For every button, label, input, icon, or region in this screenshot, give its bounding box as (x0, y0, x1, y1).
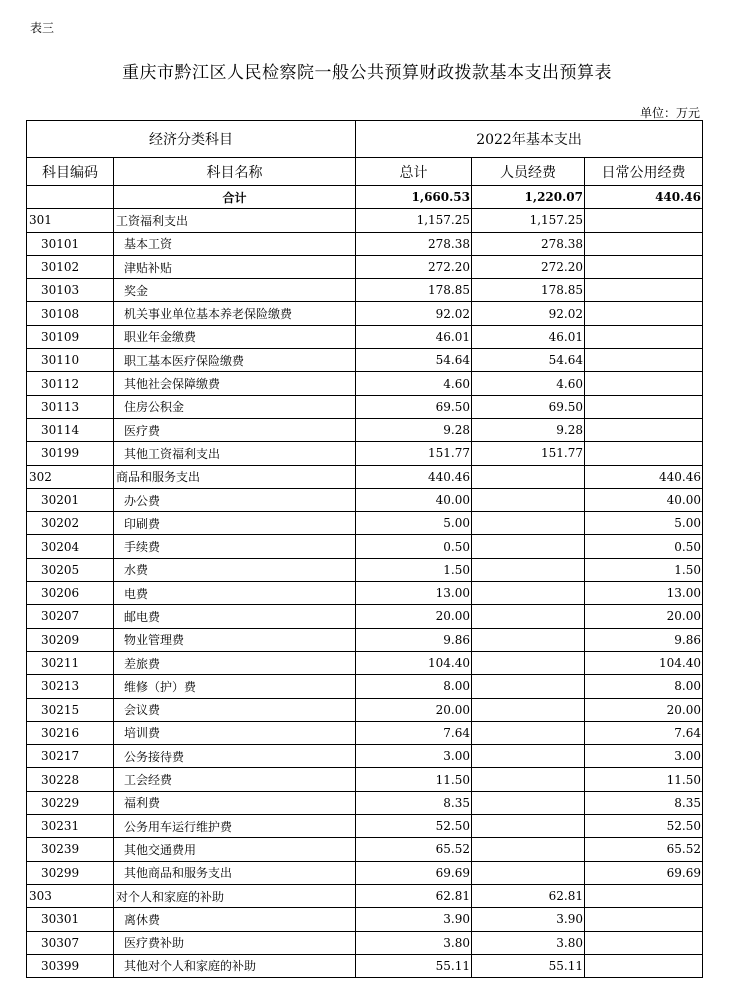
cell-public: 20.00 (585, 605, 703, 628)
table-row (27, 931, 703, 954)
cell-total: 272.20 (356, 255, 472, 278)
cell-name: 其他交通费用 (114, 838, 356, 861)
cell-code: 30113 (27, 395, 114, 418)
cell-total: 65.52 (356, 838, 472, 861)
table-row (27, 861, 703, 884)
cell-code: 30103 (27, 279, 114, 302)
cell-code: 30209 (27, 628, 114, 651)
cell-code: 30110 (27, 349, 114, 372)
cell-personnel (472, 558, 585, 581)
cell-personnel: 178.85 (472, 279, 585, 302)
cell-total: 40.00 (356, 488, 472, 511)
page-title: 重庆市黔江区人民检察院一般公共预算财政拨款基本支出预算表 (122, 63, 612, 83)
cell-public: 1.50 (585, 558, 703, 581)
table-row (27, 605, 703, 628)
cell-total: 3.00 (356, 745, 472, 768)
cell-code: 30205 (27, 558, 114, 581)
cell-name: 手续费 (114, 535, 356, 558)
cell-total: 151.77 (356, 442, 472, 465)
header-name: 科目名称 (114, 158, 356, 186)
cell-code: 30216 (27, 721, 114, 744)
cell-personnel: 4.60 (472, 372, 585, 395)
cell-code: 30215 (27, 698, 114, 721)
cell-code: 30206 (27, 582, 114, 605)
header-public: 日常公用经费 (585, 158, 703, 186)
table-row (27, 791, 703, 814)
table-row (27, 628, 703, 651)
cell-personnel (472, 512, 585, 535)
cell-personnel (472, 861, 585, 884)
cell-name: 维修（护）费 (114, 675, 356, 698)
header-code: 科目编码 (27, 158, 114, 186)
cell-personnel (472, 721, 585, 744)
cell-code: 30231 (27, 815, 114, 838)
cell-public (585, 255, 703, 278)
cell-public: 20.00 (585, 698, 703, 721)
cell-public (585, 908, 703, 931)
cell-name: 基本工资 (114, 232, 356, 255)
cell-personnel (472, 628, 585, 651)
cell-personnel (472, 791, 585, 814)
cell-name: 住房公积金 (114, 395, 356, 418)
cell-name: 工资福利支出 (114, 209, 356, 232)
cell-name: 医疗费补助 (114, 931, 356, 954)
cell-code: 30102 (27, 255, 114, 278)
cell-personnel (472, 535, 585, 558)
cell-code: 303 (27, 884, 114, 907)
cell-name: 办公费 (114, 488, 356, 511)
cell-personnel (472, 582, 585, 605)
cell-public: 69.69 (585, 861, 703, 884)
table-row (27, 908, 703, 931)
cell-code: 30199 (27, 442, 114, 465)
cell-total: 62.81 (356, 884, 472, 907)
cell-personnel: 3.90 (472, 908, 585, 931)
cell-name: 水费 (114, 558, 356, 581)
cell-total: 178.85 (356, 279, 472, 302)
header-basic-expenditure: 2022年基本支出 (356, 121, 703, 158)
table-row (27, 535, 703, 558)
cell-personnel: 3.80 (472, 931, 585, 954)
cell-total: 1,660.53 (356, 186, 472, 209)
cell-personnel (472, 768, 585, 791)
cell-public: 9.86 (585, 628, 703, 651)
cell-name: 公务用车运行维护费 (114, 815, 356, 838)
cell-public (585, 349, 703, 372)
cell-total: 1,157.25 (356, 209, 472, 232)
cell-total: 0.50 (356, 535, 472, 558)
table-row (27, 651, 703, 674)
cell-name: 印刷费 (114, 512, 356, 535)
cell-code: 30201 (27, 488, 114, 511)
cell-name: 机关事业单位基本养老保险缴费 (114, 302, 356, 325)
table-row (27, 582, 703, 605)
cell-total: 1.50 (356, 558, 472, 581)
cell-total: 3.90 (356, 908, 472, 931)
table-row (27, 745, 703, 768)
table-row (27, 325, 703, 348)
cell-name: 医疗费 (114, 418, 356, 441)
cell-total: 104.40 (356, 651, 472, 674)
cell-personnel: 9.28 (472, 418, 585, 441)
table-row (27, 255, 703, 278)
cell-name: 其他对个人和家庭的补助 (114, 954, 356, 977)
cell-personnel (472, 488, 585, 511)
cell-public: 52.50 (585, 815, 703, 838)
cell-public (585, 325, 703, 348)
header-row-columns (27, 158, 703, 186)
cell-total: 69.69 (356, 861, 472, 884)
cell-name: 职工基本医疗保险缴费 (114, 349, 356, 372)
cell-public: 8.35 (585, 791, 703, 814)
cell-personnel: 1,157.25 (472, 209, 585, 232)
cell-name: 其他商品和服务支出 (114, 861, 356, 884)
cell-public: 13.00 (585, 582, 703, 605)
cell-total: 8.00 (356, 675, 472, 698)
cell-public (585, 395, 703, 418)
cell-total: 7.64 (356, 721, 472, 744)
cell-name: 电费 (114, 582, 356, 605)
unit-label: 单位：万元 (639, 106, 700, 120)
table-row (27, 279, 703, 302)
cell-total: 20.00 (356, 698, 472, 721)
cell-code: 30114 (27, 418, 114, 441)
table-row (27, 395, 703, 418)
cell-name: 培训费 (114, 721, 356, 744)
cell-name: 工会经费 (114, 768, 356, 791)
table-row (27, 721, 703, 744)
cell-code: 30211 (27, 651, 114, 674)
cell-total: 92.02 (356, 302, 472, 325)
cell-total: 55.11 (356, 954, 472, 977)
table-row (27, 512, 703, 535)
table-row (27, 768, 703, 791)
cell-personnel (472, 465, 585, 488)
cell-name: 其他社会保障缴费 (114, 372, 356, 395)
cell-public: 440.46 (585, 465, 703, 488)
cell-name: 其他工资福利支出 (114, 442, 356, 465)
cell-public: 7.64 (585, 721, 703, 744)
table-row (27, 209, 703, 232)
cell-public (585, 418, 703, 441)
cell-name: 离休费 (114, 908, 356, 931)
table-row (27, 418, 703, 441)
cell-public (585, 954, 703, 977)
cell-public (585, 302, 703, 325)
cell-name: 邮电费 (114, 605, 356, 628)
table-row (27, 488, 703, 511)
table-row (27, 815, 703, 838)
table-row (27, 372, 703, 395)
cell-public (585, 372, 703, 395)
table-row (27, 954, 703, 977)
cell-name: 合计 (114, 186, 356, 209)
cell-code: 30202 (27, 512, 114, 535)
table-row (27, 698, 703, 721)
cell-total: 9.28 (356, 418, 472, 441)
cell-code: 30101 (27, 232, 114, 255)
cell-name: 物业管理费 (114, 628, 356, 651)
cell-name: 会议费 (114, 698, 356, 721)
cell-public: 3.00 (585, 745, 703, 768)
cell-name: 职业年金缴费 (114, 325, 356, 348)
cell-total: 9.86 (356, 628, 472, 651)
table-row (27, 302, 703, 325)
cell-code: 30399 (27, 954, 114, 977)
cell-total: 11.50 (356, 768, 472, 791)
cell-code: 30213 (27, 675, 114, 698)
cell-public: 65.52 (585, 838, 703, 861)
table-body (27, 186, 703, 978)
cell-total: 4.60 (356, 372, 472, 395)
cell-personnel: 92.02 (472, 302, 585, 325)
cell-personnel: 1,220.07 (472, 186, 585, 209)
table-row (27, 558, 703, 581)
cell-total: 13.00 (356, 582, 472, 605)
cell-personnel: 46.01 (472, 325, 585, 348)
cell-name: 津贴补贴 (114, 255, 356, 278)
cell-code: 30204 (27, 535, 114, 558)
cell-public: 5.00 (585, 512, 703, 535)
cell-public: 104.40 (585, 651, 703, 674)
cell-total: 52.50 (356, 815, 472, 838)
cell-code: 30109 (27, 325, 114, 348)
cell-public: 11.50 (585, 768, 703, 791)
cell-personnel (472, 605, 585, 628)
cell-personnel: 69.50 (472, 395, 585, 418)
cell-total: 278.38 (356, 232, 472, 255)
table-number-label: 表三 (30, 21, 55, 35)
cell-personnel (472, 651, 585, 674)
cell-name: 福利费 (114, 791, 356, 814)
header-total: 总计 (356, 158, 472, 186)
table-row (27, 186, 703, 209)
table-row (27, 884, 703, 907)
cell-name: 奖金 (114, 279, 356, 302)
cell-public: 0.50 (585, 535, 703, 558)
cell-personnel (472, 745, 585, 768)
cell-personnel (472, 675, 585, 698)
cell-code: 30307 (27, 931, 114, 954)
cell-personnel: 62.81 (472, 884, 585, 907)
cell-code: 30217 (27, 745, 114, 768)
cell-code: 30108 (27, 302, 114, 325)
cell-code: 30207 (27, 605, 114, 628)
cell-personnel: 151.77 (472, 442, 585, 465)
table-row (27, 442, 703, 465)
cell-total: 20.00 (356, 605, 472, 628)
budget-table (26, 120, 703, 978)
cell-code: 30239 (27, 838, 114, 861)
cell-total: 8.35 (356, 791, 472, 814)
cell-name: 公务接待费 (114, 745, 356, 768)
cell-public (585, 884, 703, 907)
cell-code: 301 (27, 209, 114, 232)
cell-total: 69.50 (356, 395, 472, 418)
cell-public (585, 279, 703, 302)
header-personnel: 人员经费 (472, 158, 585, 186)
cell-public: 40.00 (585, 488, 703, 511)
cell-code: 30301 (27, 908, 114, 931)
cell-personnel: 278.38 (472, 232, 585, 255)
cell-public (585, 931, 703, 954)
table-row (27, 349, 703, 372)
cell-code: 30229 (27, 791, 114, 814)
cell-name: 差旅费 (114, 651, 356, 674)
table-row (27, 838, 703, 861)
cell-public: 440.46 (585, 186, 703, 209)
cell-personnel: 55.11 (472, 954, 585, 977)
cell-personnel (472, 838, 585, 861)
cell-personnel (472, 698, 585, 721)
cell-total: 3.80 (356, 931, 472, 954)
cell-total: 440.46 (356, 465, 472, 488)
cell-personnel: 272.20 (472, 255, 585, 278)
cell-code: 302 (27, 465, 114, 488)
cell-total: 5.00 (356, 512, 472, 535)
cell-public (585, 232, 703, 255)
cell-total: 54.64 (356, 349, 472, 372)
table-row (27, 232, 703, 255)
header-row-group (27, 121, 703, 158)
header-economic-category: 经济分类科目 (27, 121, 356, 158)
table-row (27, 465, 703, 488)
cell-code: 30228 (27, 768, 114, 791)
table-row (27, 675, 703, 698)
cell-public (585, 209, 703, 232)
cell-personnel (472, 815, 585, 838)
cell-code (27, 186, 114, 209)
cell-personnel: 54.64 (472, 349, 585, 372)
cell-total: 46.01 (356, 325, 472, 348)
cell-name: 对个人和家庭的补助 (114, 884, 356, 907)
cell-public: 8.00 (585, 675, 703, 698)
cell-code: 30112 (27, 372, 114, 395)
cell-public (585, 442, 703, 465)
cell-code: 30299 (27, 861, 114, 884)
cell-name: 商品和服务支出 (114, 465, 356, 488)
